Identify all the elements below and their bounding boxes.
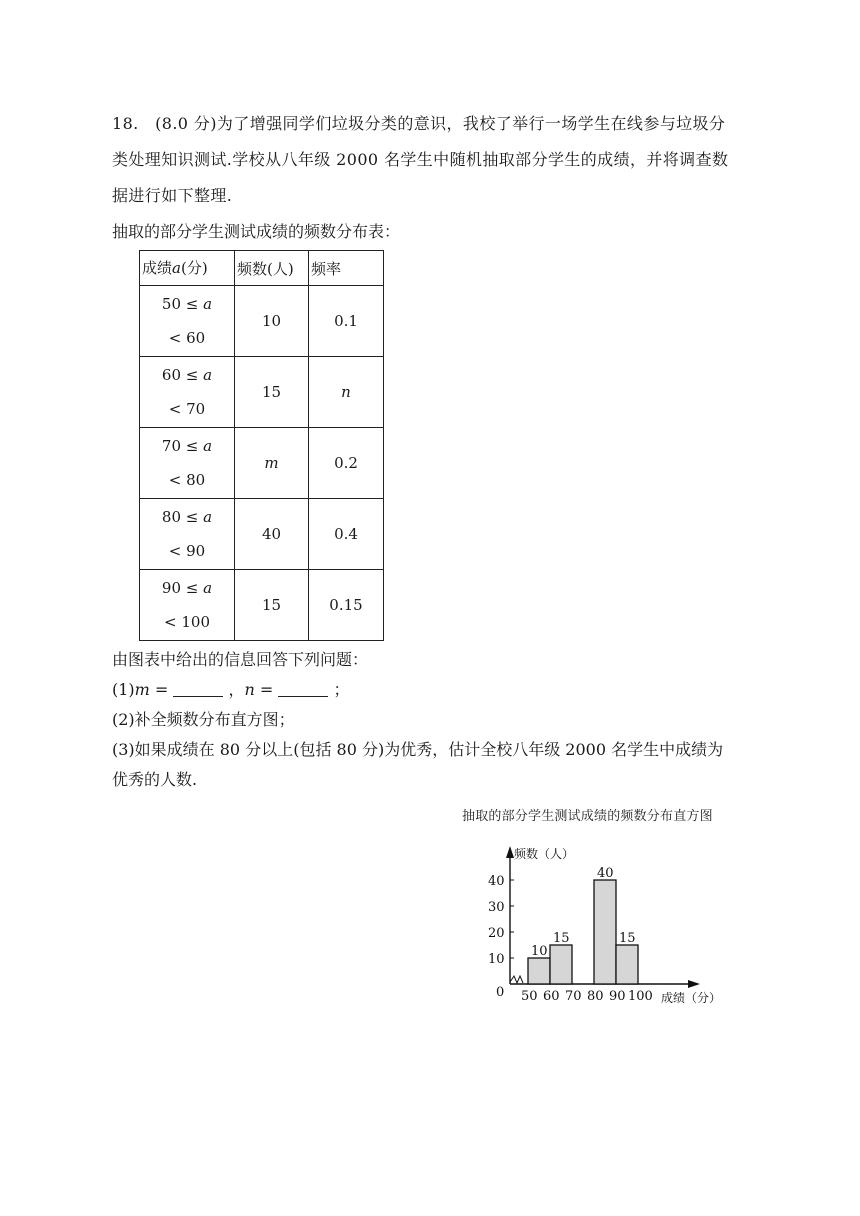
question-line-2: 类处理知识测试.学校从八年级 2000 名学生中随机抽取部分学生的成绩，并将调查数	[112, 150, 729, 169]
q1-eq-2: =	[254, 680, 279, 699]
table-row	[140, 357, 384, 428]
x-axis-arrow	[688, 980, 700, 988]
m-answer-blank[interactable]	[173, 680, 223, 697]
x-axis-label: 成绩（分）	[661, 991, 722, 1005]
range-cell	[140, 286, 235, 357]
histogram-bar	[528, 958, 550, 984]
rate-cell: 0.1	[309, 286, 384, 357]
header-count: 频数(人)	[235, 251, 309, 286]
count-cell: 10	[235, 286, 309, 357]
table-header-row	[140, 251, 384, 286]
questions-list	[112, 645, 752, 795]
bar-value-label: 15	[553, 931, 570, 946]
x-tick-label: 70	[565, 989, 582, 1004]
x-tick-label: 90	[609, 989, 626, 1004]
question-line-1: 18. (8.0 分)为了增强同学们垃圾分类的意识，我校了举行一场学生在线参与垃圾分	[112, 114, 726, 133]
q1-eq: =	[149, 680, 174, 699]
range-bottom: < 70	[168, 400, 206, 418]
header-score-unit: (分)	[180, 259, 208, 277]
table-row	[140, 570, 384, 641]
header-score-label: 成绩	[142, 259, 173, 277]
question-block	[112, 106, 752, 795]
range-top: 60 ≤	[161, 366, 204, 384]
header-score	[140, 251, 235, 286]
range-bottom: < 100	[164, 613, 210, 631]
question-1	[112, 675, 752, 705]
rate-cell: 0.15	[309, 570, 384, 641]
y-axis-label: 频数（人）	[514, 847, 575, 861]
range-var: a	[203, 579, 213, 597]
bar-value-label: 15	[619, 931, 636, 946]
rate-cell: n	[309, 357, 384, 428]
header-score-var: a	[172, 259, 181, 277]
x-tick-label: 50	[521, 989, 538, 1004]
range-cell	[140, 357, 235, 428]
rate-cell: 0.4	[309, 499, 384, 570]
range-top: 50 ≤	[161, 295, 204, 313]
q1-m-var: m	[134, 680, 150, 699]
q1-end: ；	[328, 680, 350, 699]
count-cell: 15	[235, 357, 309, 428]
questions-intro: 由图表中给出的信息回答下列问题：	[112, 650, 369, 669]
histogram-bar	[594, 880, 616, 984]
count-cell: 15	[235, 570, 309, 641]
question-3-line-2: 优秀的人数.	[112, 770, 198, 789]
chart-title: 抽取的部分学生测试成绩的频数分布直方图	[462, 809, 713, 824]
count-cell: m	[235, 428, 309, 499]
frequency-table	[139, 250, 384, 641]
bar-value-label: 10	[531, 944, 548, 959]
range-bottom: < 60	[168, 329, 206, 347]
q1-n-var: n	[244, 680, 255, 699]
axis-break-zigzag	[510, 976, 523, 983]
count-cell: 40	[235, 499, 309, 570]
q1-sep: ，	[223, 680, 245, 699]
range-top: 80 ≤	[161, 508, 204, 526]
range-var: a	[203, 295, 213, 313]
range-var: a	[203, 366, 213, 384]
y-tick-label: 40	[488, 874, 505, 889]
question-text	[112, 106, 752, 214]
bar-value-label: 40	[597, 866, 614, 881]
range-cell	[140, 499, 235, 570]
range-var: a	[203, 437, 213, 455]
y-tick-label: 10	[488, 952, 505, 967]
question-2: (2)补全频数分布直方图；	[112, 710, 295, 729]
range-bottom: < 80	[168, 471, 206, 489]
x-tick-label: 80	[587, 989, 604, 1004]
histogram-bar	[550, 945, 572, 984]
question-3-line-1: (3)如果成绩在 80 分以上(包括 80 分)为优秀，估计全校八年级 2000 名学生中成绩为	[112, 740, 724, 759]
range-top: 70 ≤	[161, 437, 204, 455]
range-var: a	[203, 508, 213, 526]
n-answer-blank[interactable]	[278, 680, 328, 697]
y-axis-arrow	[506, 846, 514, 858]
range-bottom: < 90	[168, 542, 206, 560]
histogram-chart	[470, 840, 740, 1015]
table-intro: 抽取的部分学生测试成绩的频数分布表：	[112, 222, 401, 241]
y-tick-label: 20	[488, 926, 505, 941]
y-tick-label: 30	[488, 900, 505, 915]
x-tick-label: 60	[543, 989, 560, 1004]
table-row	[140, 499, 384, 570]
range-top: 90 ≤	[161, 579, 204, 597]
question-line-3: 据进行如下整理.	[112, 186, 233, 205]
rate-cell: 0.2	[309, 428, 384, 499]
table-row	[140, 428, 384, 499]
x-tick-label: 100	[628, 989, 653, 1004]
histogram-bar	[616, 945, 638, 984]
q1-prefix: (1)	[112, 680, 135, 699]
table-row	[140, 286, 384, 357]
range-cell	[140, 428, 235, 499]
range-cell	[140, 570, 235, 641]
origin-label: 0	[496, 985, 505, 1000]
header-rate: 频率	[309, 251, 384, 286]
